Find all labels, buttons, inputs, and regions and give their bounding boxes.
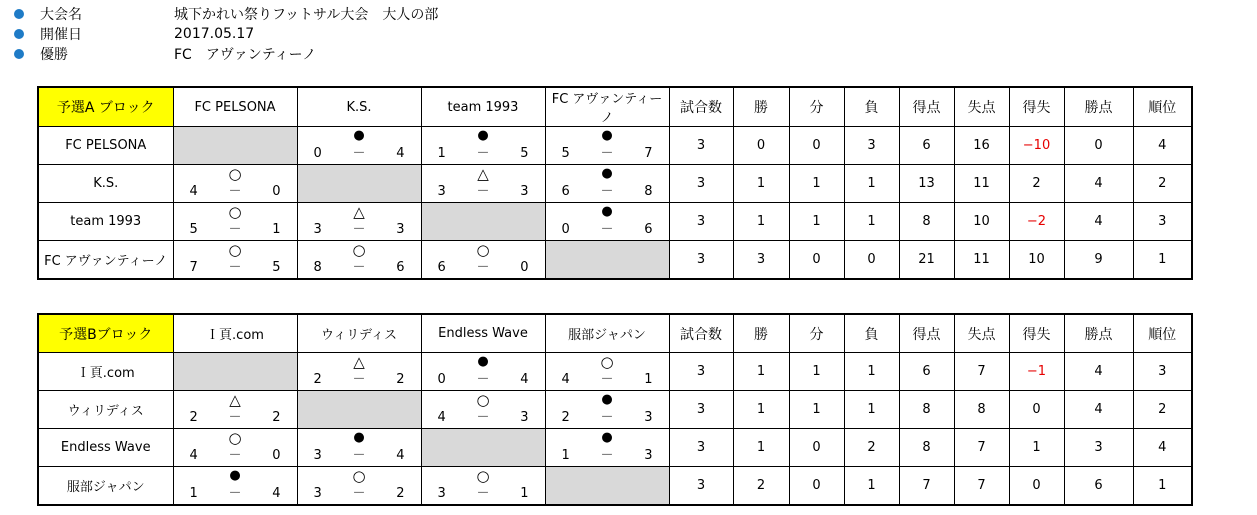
- match-result-cell: [421, 165, 545, 203]
- score-dash: －: [352, 146, 366, 161]
- loss-dot-icon: ●: [601, 392, 613, 407]
- match-result-cell: [173, 391, 297, 429]
- score-dash: －: [352, 486, 366, 501]
- score-against: 6: [396, 260, 405, 275]
- match-result-cell: [297, 241, 421, 280]
- loss-dot-icon: ●: [477, 128, 489, 143]
- team-column-header: FC PELSONA: [173, 87, 297, 127]
- score-for: 1: [561, 448, 570, 463]
- score-dash: －: [476, 372, 490, 387]
- stat-column-header: 順位: [1133, 87, 1192, 127]
- score-dash: －: [600, 222, 614, 237]
- stat-cell: 1: [733, 353, 789, 391]
- stat-cell: 3: [1064, 429, 1133, 467]
- stat-cell: 4: [1133, 429, 1192, 467]
- draw-triangle-icon: △: [229, 391, 241, 409]
- bullet-icon: [14, 9, 24, 19]
- stat-column-header: 失点: [954, 314, 1009, 353]
- stat-cell: −2: [1009, 203, 1064, 241]
- loss-dot-icon: ●: [477, 354, 489, 369]
- team-column-header: ウィリディス: [297, 314, 421, 353]
- stat-cell: 1: [733, 165, 789, 203]
- team-column-header: Endless Wave: [421, 314, 545, 353]
- score-against: 2: [396, 372, 405, 387]
- stat-column-header: 勝: [733, 314, 789, 353]
- group-b-table: [37, 313, 1193, 506]
- stat-column-header: 得点: [899, 87, 954, 127]
- match-result-cell: [545, 429, 669, 467]
- team-column-header: K.S.: [297, 87, 421, 127]
- stat-cell: 2: [1133, 165, 1192, 203]
- score-against: 3: [520, 410, 529, 425]
- stat-cell: 7: [954, 353, 1009, 391]
- info-value: 城下かれい祭りフットサル大会 大人の部: [174, 7, 439, 23]
- stat-cell: 3: [844, 127, 899, 165]
- draw-triangle-icon: △: [353, 353, 365, 371]
- score-for: 3: [437, 486, 446, 501]
- score-against: 5: [520, 146, 529, 161]
- score-against: 4: [520, 372, 529, 387]
- stat-cell: 3: [669, 429, 733, 467]
- score-dash: －: [476, 486, 490, 501]
- score-dash: －: [600, 372, 614, 387]
- score-for: 2: [313, 372, 322, 387]
- stat-column-header: 勝: [733, 87, 789, 127]
- loss-dot-icon: ●: [601, 204, 613, 219]
- table-row: [38, 391, 1192, 429]
- stat-cell: 0: [733, 127, 789, 165]
- score-for: 5: [189, 222, 198, 237]
- score-dash: －: [228, 184, 242, 199]
- stat-column-header: 得点: [899, 314, 954, 353]
- stat-cell: 0: [789, 429, 844, 467]
- stat-cell: 3: [669, 467, 733, 506]
- stat-cell: 10: [954, 203, 1009, 241]
- score-dash: －: [228, 448, 242, 463]
- stat-cell: 1: [789, 203, 844, 241]
- score-for: 6: [561, 184, 570, 199]
- stat-cell: −1: [1009, 353, 1064, 391]
- stat-cell: 1: [789, 165, 844, 203]
- match-result-cell: [297, 467, 421, 506]
- table-row: [38, 353, 1192, 391]
- stat-cell: 1: [789, 353, 844, 391]
- draw-triangle-icon: △: [353, 203, 365, 221]
- score-dash: －: [476, 260, 490, 275]
- table-row: [38, 429, 1192, 467]
- score-against: 3: [644, 448, 653, 463]
- stat-cell: 4: [1133, 127, 1192, 165]
- info-row-name: [14, 4, 438, 24]
- stat-cell: 4: [1064, 203, 1133, 241]
- win-circle-icon: ○: [228, 429, 242, 447]
- win-circle-icon: ○: [476, 467, 490, 485]
- stat-cell: 7: [954, 467, 1009, 506]
- loss-dot-icon: ●: [601, 430, 613, 445]
- score-dash: －: [600, 184, 614, 199]
- stat-cell: 1: [733, 429, 789, 467]
- team-column-header: team 1993: [421, 87, 545, 127]
- bullet-icon: [14, 29, 24, 39]
- score-dash: －: [352, 260, 366, 275]
- stat-cell: 3: [669, 353, 733, 391]
- stat-cell: 1: [733, 391, 789, 429]
- stat-cell: 3: [1133, 353, 1192, 391]
- stat-cell: 3: [669, 241, 733, 280]
- score-for: 0: [437, 372, 446, 387]
- bullet-icon: [14, 49, 24, 59]
- stat-cell: 4: [1064, 165, 1133, 203]
- score-against: 1: [644, 372, 653, 387]
- self-match-cell: [173, 353, 297, 391]
- self-match-cell: [297, 391, 421, 429]
- stat-cell: 2: [844, 429, 899, 467]
- table-row: [38, 165, 1192, 203]
- score-for: 4: [189, 184, 198, 199]
- stat-cell: 0: [789, 127, 844, 165]
- info-label: 大会名: [40, 7, 82, 23]
- score-against: 6: [644, 222, 653, 237]
- stat-cell: 9: [1064, 241, 1133, 280]
- match-result-cell: [421, 467, 545, 506]
- draw-triangle-icon: △: [477, 165, 489, 183]
- score-against: 4: [396, 146, 405, 161]
- win-circle-icon: ○: [600, 353, 614, 371]
- stat-cell: 4: [1064, 391, 1133, 429]
- win-circle-icon: ○: [476, 391, 490, 409]
- score-against: 2: [272, 410, 281, 425]
- stat-cell: 11: [954, 241, 1009, 280]
- stat-cell: 3: [669, 127, 733, 165]
- stat-cell: 0: [789, 241, 844, 280]
- team-column-header: FC アヴァンティーノ: [545, 87, 669, 127]
- group-a-table: [37, 86, 1193, 280]
- stat-cell: 1: [1009, 429, 1064, 467]
- self-match-cell: [297, 165, 421, 203]
- team-row-name: ウィリディス: [38, 391, 173, 429]
- stat-cell: 1: [844, 203, 899, 241]
- team-row-name: Endless Wave: [38, 429, 173, 467]
- stat-column-header: 順位: [1133, 314, 1192, 353]
- team-row-name: 服部ジャパン: [38, 467, 173, 506]
- team-row-name: team 1993: [38, 203, 173, 241]
- stat-column-header: 得失: [1009, 314, 1064, 353]
- score-dash: －: [600, 448, 614, 463]
- score-against: 5: [272, 260, 281, 275]
- team-row-name: Ｉ頁.com: [38, 353, 173, 391]
- match-result-cell: [297, 127, 421, 165]
- stat-cell: 2: [1133, 391, 1192, 429]
- team-column-header: 服部ジャパン: [545, 314, 669, 353]
- stat-column-header: 試合数: [669, 314, 733, 353]
- stat-cell: 2: [1009, 165, 1064, 203]
- score-for: 1: [189, 486, 198, 501]
- score-for: 4: [437, 410, 446, 425]
- match-result-cell: [173, 241, 297, 280]
- match-result-cell: [297, 353, 421, 391]
- score-for: 1: [437, 146, 446, 161]
- stat-column-header: 得失: [1009, 87, 1064, 127]
- stat-cell: 6: [899, 353, 954, 391]
- match-result-cell: [297, 429, 421, 467]
- score-dash: －: [228, 260, 242, 275]
- stat-cell: 0: [844, 241, 899, 280]
- score-against: 3: [520, 184, 529, 199]
- match-result-cell: [421, 241, 545, 280]
- stat-cell: 11: [954, 165, 1009, 203]
- stat-cell: 21: [899, 241, 954, 280]
- stat-cell: 13: [899, 165, 954, 203]
- stat-cell: 1: [844, 353, 899, 391]
- score-dash: －: [476, 146, 490, 161]
- win-circle-icon: ○: [352, 467, 366, 485]
- info-row-winner: [14, 44, 438, 64]
- score-dash: －: [228, 410, 242, 425]
- match-result-cell: [421, 391, 545, 429]
- score-for: 3: [313, 486, 322, 501]
- match-result-cell: [173, 467, 297, 506]
- score-dash: －: [476, 410, 490, 425]
- score-for: 6: [437, 260, 446, 275]
- stat-cell: 1: [844, 165, 899, 203]
- score-against: 4: [396, 448, 405, 463]
- group-label: 予選Bブロック: [38, 314, 173, 353]
- score-for: 5: [561, 146, 570, 161]
- score-against: 2: [396, 486, 405, 501]
- info-value: 2017.05.17: [174, 26, 255, 42]
- score-for: 7: [189, 260, 198, 275]
- match-result-cell: [545, 127, 669, 165]
- stat-cell: 8: [899, 429, 954, 467]
- score-against: 8: [644, 184, 653, 199]
- score-against: 0: [272, 184, 281, 199]
- stat-cell: 7: [954, 429, 1009, 467]
- match-result-cell: [545, 353, 669, 391]
- stat-cell: 3: [669, 165, 733, 203]
- score-for: 0: [313, 146, 322, 161]
- score-for: 4: [561, 372, 570, 387]
- score-against: 0: [272, 448, 281, 463]
- stat-column-header: 負: [844, 87, 899, 127]
- info-row-date: [14, 24, 438, 44]
- stat-cell: 8: [899, 391, 954, 429]
- loss-dot-icon: ●: [353, 430, 365, 445]
- self-match-cell: [173, 127, 297, 165]
- score-for: 4: [189, 448, 198, 463]
- stat-cell: 8: [899, 203, 954, 241]
- stat-cell: 16: [954, 127, 1009, 165]
- stat-cell: 0: [789, 467, 844, 506]
- stat-cell: 3: [669, 391, 733, 429]
- stat-cell: 0: [1009, 391, 1064, 429]
- stat-cell: −10: [1009, 127, 1064, 165]
- match-result-cell: [173, 203, 297, 241]
- stat-cell: 2: [733, 467, 789, 506]
- stat-column-header: 分: [789, 87, 844, 127]
- stat-cell: 0: [1009, 467, 1064, 506]
- stat-column-header: 失点: [954, 87, 1009, 127]
- stat-cell: 3: [733, 241, 789, 280]
- score-dash: －: [600, 146, 614, 161]
- score-for: 2: [561, 410, 570, 425]
- match-result-cell: [545, 203, 669, 241]
- self-match-cell: [545, 467, 669, 506]
- stat-column-header: 勝点: [1064, 87, 1133, 127]
- match-result-cell: [421, 127, 545, 165]
- match-result-cell: [545, 391, 669, 429]
- stat-cell: 1: [733, 203, 789, 241]
- self-match-cell: [421, 203, 545, 241]
- match-result-cell: [173, 165, 297, 203]
- score-against: 3: [396, 222, 405, 237]
- stat-cell: 1: [789, 391, 844, 429]
- loss-dot-icon: ●: [353, 128, 365, 143]
- info-value: FC アヴァンティーノ: [174, 47, 317, 63]
- team-row-name: K.S.: [38, 165, 173, 203]
- match-result-cell: [173, 429, 297, 467]
- stat-cell: 3: [1133, 203, 1192, 241]
- score-against: 4: [272, 486, 281, 501]
- score-dash: －: [352, 448, 366, 463]
- tournament-info: [14, 4, 438, 64]
- score-against: 1: [520, 486, 529, 501]
- stat-cell: 0: [1064, 127, 1133, 165]
- team-row-name: FC アヴァンティーノ: [38, 241, 173, 280]
- stat-cell: 6: [899, 127, 954, 165]
- score-dash: －: [600, 410, 614, 425]
- score-dash: －: [352, 372, 366, 387]
- stat-cell: 1: [844, 391, 899, 429]
- score-against: 1: [272, 222, 281, 237]
- stat-cell: 1: [1133, 241, 1192, 280]
- table-row: [38, 467, 1192, 506]
- group-label: 予選A ブロック: [38, 87, 173, 127]
- match-result-cell: [545, 165, 669, 203]
- stat-column-header: 試合数: [669, 87, 733, 127]
- info-label: 開催日: [40, 27, 82, 43]
- stat-column-header: 負: [844, 314, 899, 353]
- match-result-cell: [421, 353, 545, 391]
- win-circle-icon: ○: [228, 165, 242, 183]
- score-for: 0: [561, 222, 570, 237]
- info-label: 優勝: [40, 47, 68, 63]
- stat-cell: 1: [844, 467, 899, 506]
- score-dash: －: [228, 486, 242, 501]
- stat-column-header: 分: [789, 314, 844, 353]
- stat-cell: 8: [954, 391, 1009, 429]
- loss-dot-icon: ●: [601, 166, 613, 181]
- score-for: 2: [189, 410, 198, 425]
- score-for: 3: [437, 184, 446, 199]
- stat-cell: 4: [1064, 353, 1133, 391]
- self-match-cell: [421, 429, 545, 467]
- win-circle-icon: ○: [476, 241, 490, 259]
- team-row-name: FC PELSONA: [38, 127, 173, 165]
- score-for: 3: [313, 222, 322, 237]
- stat-cell: 10: [1009, 241, 1064, 280]
- win-circle-icon: ○: [352, 241, 366, 259]
- table-row: [38, 203, 1192, 241]
- score-for: 8: [313, 260, 322, 275]
- stat-cell: 3: [669, 203, 733, 241]
- win-circle-icon: ○: [228, 203, 242, 221]
- score-for: 3: [313, 448, 322, 463]
- score-dash: －: [476, 184, 490, 199]
- loss-dot-icon: ●: [229, 468, 241, 483]
- score-dash: －: [228, 222, 242, 237]
- score-dash: －: [352, 222, 366, 237]
- stat-cell: 6: [1064, 467, 1133, 506]
- match-result-cell: [297, 203, 421, 241]
- self-match-cell: [545, 241, 669, 280]
- table-row: [38, 127, 1192, 165]
- win-circle-icon: ○: [228, 241, 242, 259]
- loss-dot-icon: ●: [601, 128, 613, 143]
- score-against: 3: [644, 410, 653, 425]
- table-header-row: [38, 314, 1192, 353]
- team-column-header: Ｉ頁.com: [173, 314, 297, 353]
- score-against: 7: [644, 146, 653, 161]
- table-header-row: [38, 87, 1192, 127]
- score-against: 0: [520, 260, 529, 275]
- stat-column-header: 勝点: [1064, 314, 1133, 353]
- table-row: [38, 241, 1192, 280]
- stat-cell: 7: [899, 467, 954, 506]
- stat-cell: 1: [1133, 467, 1192, 506]
